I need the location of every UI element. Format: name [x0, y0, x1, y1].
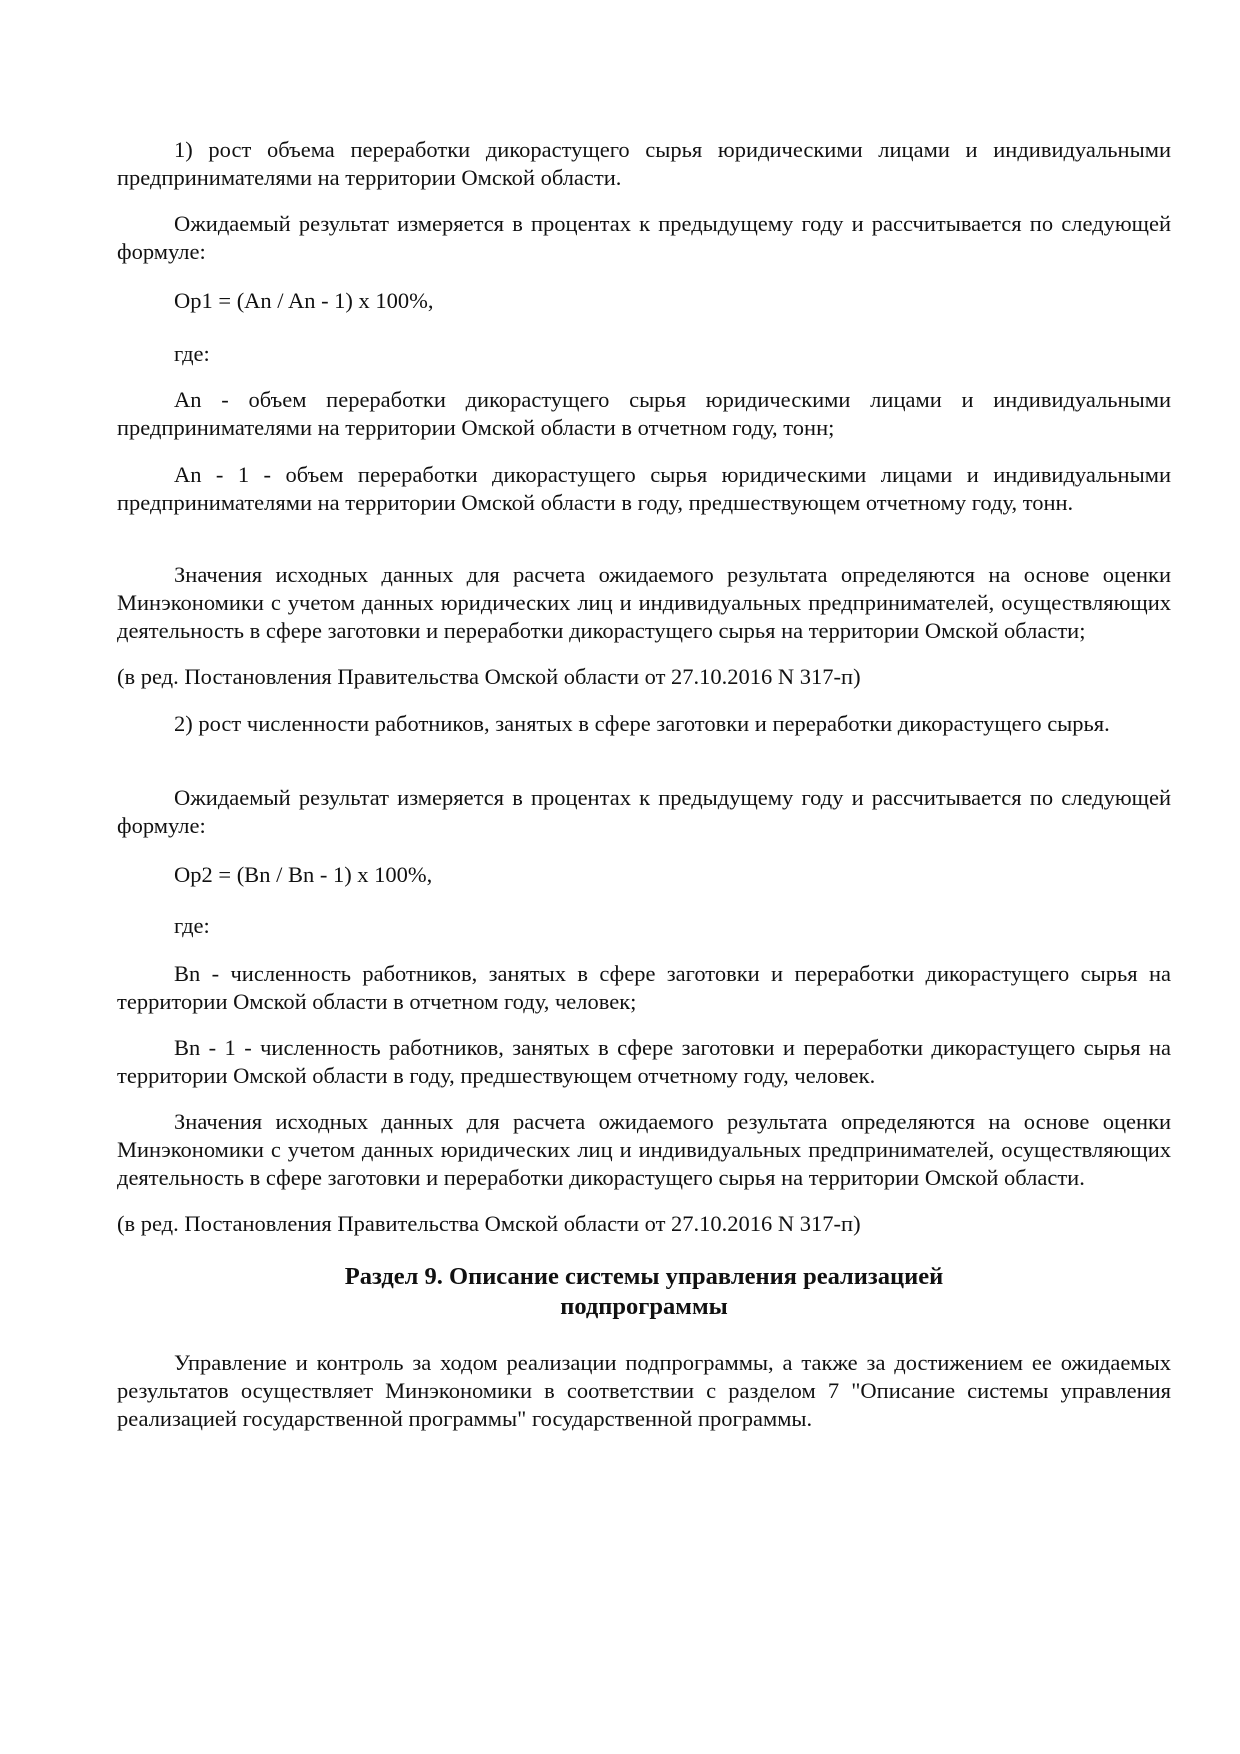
amendment-note-2: (в ред. Постановления Правительства Омской области от 27.10.2016 N 317-п)	[117, 1211, 861, 1236]
section-heading-line-1: Раздел 9. Описание системы управления реализацией	[344, 1263, 944, 1290]
where-label-1: где:	[174, 341, 210, 366]
indicator-2-title: 2) рост численности работников, занятых в сфере заготовки и переработки дикорастущего сырья.	[174, 711, 1110, 736]
definition-bn: Bn - численность работников, занятых в сфере заготовки и переработки дикорастущего сырья на территории Омской области в отчетном году, человек;	[117, 961, 1171, 1014]
paragraph-source-data-1: Значения исходных данных для расчета ожидаемого результата определяются на основе оценки Минэкономики с учетом данных юридических лиц и индивидуальных предпринимателей, осуществляющих деятельность в сфере заготовки и переработки дикорастущего сырья на территории Омской области;	[117, 562, 1171, 643]
definition-bn-1: Bn - 1 - численность работников, занятых в сфере заготовки и переработки дикорастущего сырья на территории Омской области в году, предшествующем отчетному году, человек.	[117, 1035, 1171, 1088]
amendment-note-1: (в ред. Постановления Правительства Омской области от 27.10.2016 N 317-п)	[117, 664, 861, 689]
where-label-2: где:	[174, 913, 210, 938]
definition-an-1: An - 1 - объем переработки дикорастущего сырья юридическими лицами и индивидуальными предпринимателями на территории Омской области в году, предшествующем отчетному году, тонн.	[117, 462, 1171, 515]
paragraph-measure-1: Ожидаемый результат измеряется в процентах к предыдущему году и рассчитывается по следующей формуле:	[117, 211, 1171, 264]
formula-op2: Op2 = (Bn / Bn - 1) x 100%,	[174, 862, 433, 887]
section-heading-line-2: подпрограммы	[560, 1293, 728, 1320]
section-9-heading	[117, 1262, 1171, 1322]
indicator-1-title: 1) рост объема переработки дикорастущего сырья юридическими лицами и индивидуальными предпринимателями на территории Омской области.	[117, 137, 1171, 190]
paragraph-measure-2: Ожидаемый результат измеряется в процентах к предыдущему году и рассчитывается по следующей формуле:	[117, 785, 1171, 838]
definition-an: An - объем переработки дикорастущего сырья юридическими лицами и индивидуальными предпринимателями на территории Омской области в отчетном году, тонн;	[117, 387, 1171, 440]
formula-op1: Op1 = (An / An - 1) x 100%,	[174, 288, 434, 313]
paragraph-source-data-2: Значения исходных данных для расчета ожидаемого результата определяются на основе оценки Минэкономики с учетом данных юридических лиц и индивидуальных предпринимателей, осуществляющих деятельность в сфере заготовки и переработки дикорастущего сырья на территории Омской области.	[117, 1109, 1171, 1190]
paragraph-management: Управление и контроль за ходом реализации подпрограммы, а также за достижением ее ожидаемых результатов осуществляет Минэкономики в соответствии с разделом 7 "Описание системы управления реализацией государственной программы" государственной программы.	[117, 1350, 1171, 1431]
